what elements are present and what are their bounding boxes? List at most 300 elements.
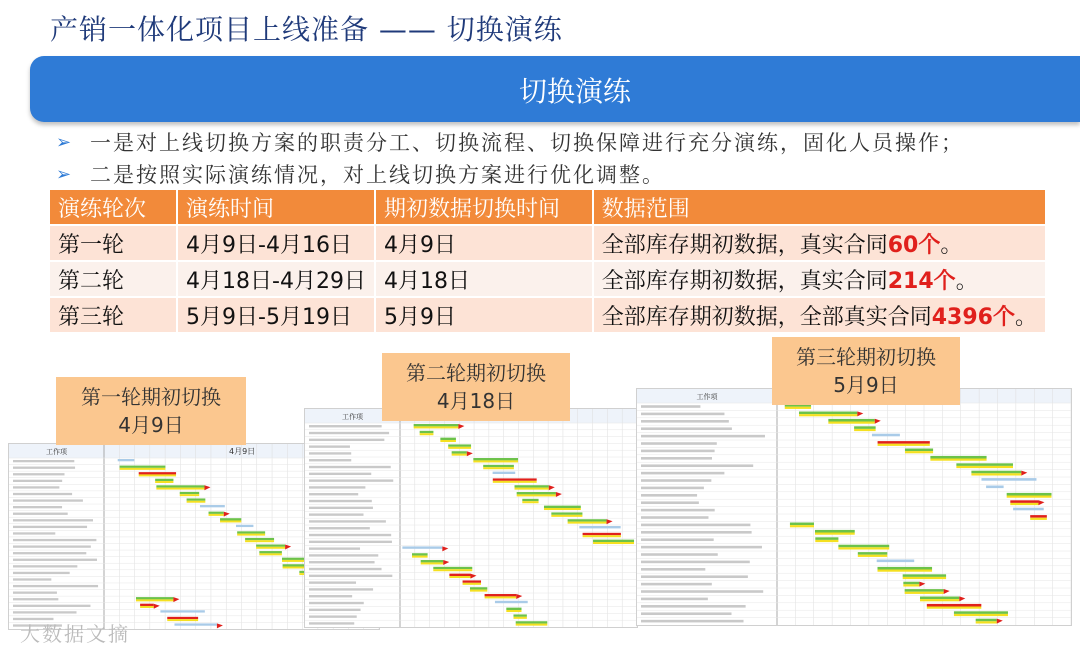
scope-end: 。	[1014, 304, 1037, 330]
gantt-bar	[209, 512, 224, 514]
task-name-placeholder	[641, 405, 700, 408]
gantt-screenshot-round-3	[636, 388, 1072, 626]
task-name-placeholder	[13, 598, 58, 600]
milestone-flag-icon	[516, 594, 522, 599]
task-name-placeholder	[641, 553, 718, 556]
section-banner	[30, 56, 1080, 122]
gantt-bar	[237, 534, 265, 536]
gantt-header-text: 工作项	[342, 413, 363, 421]
task-name-placeholder	[13, 605, 90, 607]
gantt-bar	[828, 419, 874, 422]
task-name-placeholder	[309, 575, 392, 577]
task-name-placeholder	[641, 464, 753, 467]
task-name-placeholder	[13, 486, 59, 488]
gantt-bar	[156, 485, 204, 487]
gantt-bar	[790, 523, 814, 526]
task-name-placeholder	[309, 609, 361, 611]
gantt-bar	[167, 619, 198, 621]
gantt-bar	[878, 570, 933, 572]
task-name-placeholder	[309, 459, 351, 461]
gantt-bar	[593, 542, 634, 544]
milestone-flag-icon	[471, 574, 477, 579]
scope-end: 。	[940, 232, 963, 258]
gantt-bar	[517, 494, 556, 496]
task-name-placeholder	[13, 513, 68, 515]
task-name-placeholder	[309, 479, 393, 481]
gantt-bar	[920, 599, 959, 601]
task-name-placeholder	[13, 592, 57, 594]
gantt-bar	[956, 463, 1013, 466]
milestone-flag-icon	[173, 597, 179, 602]
gantt-bar	[470, 587, 487, 589]
gantt-bar	[515, 488, 549, 490]
gantt-bar	[785, 407, 811, 409]
gantt-bar	[180, 494, 199, 496]
scope-text: 全部库存期初数据，真实合同	[601, 268, 888, 294]
label-title: 第一轮期初切换	[81, 385, 221, 409]
gantt-bar	[583, 533, 621, 535]
task-name-placeholder	[641, 450, 715, 453]
gantt-bar	[237, 531, 265, 533]
task-name-placeholder	[13, 552, 86, 554]
gantt-bar	[516, 621, 548, 623]
gantt-bar	[971, 471, 1021, 474]
gantt-bar	[593, 540, 634, 542]
round-2-label	[382, 353, 570, 421]
task-name-placeholder	[309, 534, 391, 536]
cell-period: 5月9日-5月19日	[177, 297, 375, 332]
gantt-bar	[799, 414, 857, 416]
contract-count: 60个	[887, 232, 941, 258]
gantt-bar	[483, 467, 514, 469]
gantt-bar	[1013, 508, 1044, 511]
gantt-bar	[920, 597, 959, 600]
label-title: 第三轮期初切换	[796, 345, 936, 369]
gantt-bar	[1007, 496, 1052, 498]
label-date: 5月9日	[833, 373, 899, 397]
task-name-placeholder	[13, 572, 70, 574]
gantt-bar	[440, 440, 456, 442]
task-name-placeholder	[641, 427, 732, 430]
gantt-bar	[905, 592, 944, 594]
task-name-placeholder	[641, 420, 729, 423]
gantt-bar	[493, 478, 537, 480]
gantt-bar	[495, 601, 528, 603]
task-name-placeholder	[309, 513, 364, 515]
gantt-bar	[463, 583, 481, 585]
col-header-switch-time: 期初数据切换时间	[375, 190, 593, 225]
gantt-bar	[180, 492, 199, 494]
gantt-bar	[187, 501, 206, 503]
task-name-placeholder	[641, 413, 724, 416]
task-name-placeholder	[641, 457, 712, 460]
milestone-flag-icon	[217, 623, 223, 628]
task-name-placeholder	[13, 519, 93, 521]
gantt-bar	[485, 594, 517, 596]
task-name-placeholder	[641, 531, 752, 534]
gantt-bar	[930, 459, 986, 461]
task-name-placeholder	[13, 578, 51, 580]
gantt-date-caption: 4月9日	[229, 447, 256, 456]
gantt-bar	[815, 533, 855, 535]
gantt-bar	[544, 508, 581, 510]
gantt-chart-image	[637, 389, 1071, 625]
gantt-bar	[140, 606, 154, 608]
task-name-placeholder	[309, 500, 372, 502]
gantt-bar	[136, 597, 173, 599]
arrow-right-icon: ➢	[56, 163, 74, 185]
gantt-bar	[903, 577, 946, 579]
gantt-bar	[878, 441, 930, 444]
gantt-bar	[139, 474, 176, 476]
gantt-bar	[412, 556, 428, 558]
task-name-placeholder	[641, 494, 697, 497]
milestone-flag-icon	[875, 419, 881, 424]
gantt-bar	[256, 544, 285, 546]
gantt-bar	[954, 614, 1008, 616]
task-name-placeholder	[309, 466, 391, 468]
task-name-placeholder	[641, 501, 699, 504]
task-name-placeholder	[309, 568, 382, 570]
task-name-placeholder	[309, 547, 360, 549]
task-name-placeholder	[13, 565, 77, 567]
gantt-bar	[414, 426, 459, 428]
gantt-bar	[971, 473, 1021, 475]
gantt-bar	[236, 525, 253, 527]
task-name-placeholder	[309, 486, 365, 488]
gantt-bar	[118, 459, 135, 461]
task-name-placeholder	[641, 487, 704, 490]
gantt-bar	[954, 611, 1008, 614]
cell-switch: 4月18日	[375, 261, 593, 297]
gantt-bar	[493, 472, 516, 474]
gantt-bar	[420, 431, 434, 433]
gantt-bar	[448, 444, 471, 446]
banner-title: 切换演练	[518, 75, 631, 108]
task-name-placeholder	[309, 527, 370, 529]
gantt-bar	[120, 466, 166, 468]
task-name-placeholder	[13, 611, 77, 613]
label-date: 4月9日	[118, 413, 184, 437]
gantt-bar	[799, 412, 857, 415]
milestone-flag-icon	[467, 451, 473, 456]
milestone-flag-icon	[1038, 500, 1044, 505]
task-name-placeholder	[641, 442, 717, 445]
gantt-bar	[815, 540, 838, 542]
cell-round: 第三轮	[50, 297, 177, 332]
milestone-flag-icon	[607, 519, 613, 524]
bullet-text: 一是对上线切换方案的职责分工、切换流程、切换保障进行充分演练，固化人员操作；	[90, 131, 964, 155]
cell-scope	[593, 261, 1046, 297]
milestone-flag-icon	[458, 424, 464, 429]
watermark: 大数据文摘	[20, 622, 130, 646]
gantt-bar	[517, 492, 556, 494]
round-3-label	[772, 337, 960, 405]
gantt-bar	[156, 488, 204, 490]
task-name-placeholder	[309, 588, 373, 590]
gantt-bar	[245, 540, 274, 542]
gantt-bar	[878, 567, 933, 570]
gantt-bar	[838, 545, 889, 548]
arrow-right-icon: ➢	[56, 131, 74, 153]
gantt-bar	[1030, 518, 1047, 520]
gantt-bar	[579, 526, 620, 528]
gantt-bar	[976, 621, 997, 623]
col-header-scope: 数据范围	[593, 190, 1046, 225]
gantt-bar	[568, 522, 607, 524]
gantt-bar	[440, 438, 456, 440]
task-name-placeholder	[309, 561, 375, 563]
task-name-placeholder	[13, 585, 98, 587]
task-name-placeholder	[309, 432, 389, 434]
gantt-bar	[877, 560, 914, 563]
gantt-bar	[421, 562, 444, 564]
gantt-bar	[174, 623, 216, 625]
gantt-bar	[155, 479, 173, 481]
bullet-item	[56, 126, 1066, 158]
task-name-placeholder	[309, 595, 352, 597]
gantt-bar	[1010, 503, 1038, 505]
cell-round: 第二轮	[50, 261, 177, 297]
gantt-bar	[854, 426, 876, 429]
task-name-placeholder	[309, 615, 357, 617]
gantt-bar	[448, 447, 471, 449]
label-date: 4月18日	[436, 389, 516, 413]
gantt-screenshot-round-2	[304, 408, 638, 628]
task-name-placeholder	[309, 493, 358, 495]
round-1-label	[56, 377, 246, 445]
task-name-placeholder	[309, 622, 354, 624]
gantt-bar	[473, 460, 518, 462]
milestone-flag-icon	[285, 545, 291, 550]
gantt-bar	[878, 444, 930, 446]
task-name-placeholder	[13, 493, 72, 495]
gantt-bar	[815, 537, 838, 540]
gantt-bar	[1007, 493, 1052, 496]
contract-count: 4396个	[931, 304, 1015, 330]
page-title: 产销一体化项目上线准备 —— 切换演练	[50, 13, 563, 46]
gantt-bar	[513, 617, 526, 619]
gantt-bar	[136, 599, 173, 601]
label-title: 第二轮期初切换	[406, 361, 546, 385]
task-name-placeholder	[309, 581, 356, 583]
task-name-placeholder	[13, 480, 62, 482]
milestone-flag-icon	[224, 512, 230, 517]
gantt-bar	[1030, 515, 1047, 518]
gantt-bar	[245, 538, 274, 540]
gantt-header-text: 工作项	[696, 393, 718, 401]
task-name-placeholder	[309, 439, 384, 441]
cell-switch: 4月9日	[375, 225, 593, 261]
gantt-bar	[976, 619, 997, 622]
task-name-placeholder	[641, 620, 744, 623]
task-name-placeholder	[13, 473, 65, 475]
cell-round: 第一轮	[50, 225, 177, 261]
task-name-placeholder	[641, 435, 765, 438]
task-name-placeholder	[309, 507, 373, 509]
gantt-bar	[828, 422, 874, 424]
task-name-placeholder	[309, 425, 382, 427]
task-name-placeholder	[13, 545, 91, 547]
task-name-placeholder	[641, 472, 724, 475]
gantt-bar	[259, 551, 282, 553]
gantt-bar	[470, 590, 487, 592]
gantt-bar	[200, 505, 225, 507]
bullet-item	[56, 158, 1066, 190]
gantt-bar	[568, 519, 607, 521]
task-name-placeholder	[641, 524, 750, 527]
bullet-list	[56, 126, 1066, 190]
task-name-placeholder	[13, 559, 97, 561]
gantt-bar	[905, 449, 933, 452]
task-name-placeholder	[641, 479, 711, 482]
gantt-bar	[858, 552, 887, 555]
task-name-placeholder	[641, 598, 708, 601]
gantt-bar	[551, 512, 582, 514]
task-name-placeholder	[13, 460, 74, 462]
task-name-placeholder	[641, 575, 748, 578]
cell-period: 4月18日-4月29日	[177, 261, 375, 297]
gantt-bar	[903, 584, 919, 586]
milestone-flag-icon	[154, 604, 160, 609]
col-header-round: 演练轮次	[50, 190, 177, 225]
task-name-placeholder	[641, 590, 763, 593]
gantt-bar	[220, 518, 241, 520]
gantt-bar	[463, 580, 481, 582]
scope-end: 。	[955, 268, 978, 294]
task-name-placeholder	[309, 520, 386, 522]
gantt-bar	[421, 560, 444, 562]
gantt-bar	[927, 604, 981, 607]
gantt-bar	[815, 530, 855, 533]
gantt-bar	[930, 456, 986, 459]
gantt-bar	[956, 466, 1013, 468]
task-name-placeholder	[641, 568, 705, 571]
bullet-text: 二是按照实际演练情况，对上线切换方案进行优化调整。	[90, 163, 665, 187]
gantt-bar	[209, 514, 224, 516]
gantt-bar	[485, 596, 517, 598]
gantt-bar	[449, 576, 470, 578]
table-header-row	[50, 190, 1046, 225]
task-name-placeholder	[641, 546, 762, 549]
task-name-placeholder	[309, 541, 392, 543]
milestone-flag-icon	[204, 485, 210, 490]
gantt-bar	[522, 499, 538, 501]
task-name-placeholder	[13, 467, 75, 469]
milestone-flag-icon	[857, 411, 863, 416]
gantt-bar	[414, 424, 459, 426]
task-name-placeholder	[641, 612, 732, 615]
gantt-bar	[412, 553, 428, 555]
col-header-period: 演练时间	[177, 190, 375, 225]
gantt-bar	[452, 454, 467, 456]
gantt-bar	[506, 608, 521, 610]
cell-scope	[593, 225, 1046, 261]
milestone-flag-icon	[442, 546, 448, 551]
milestone-flag-icon	[556, 492, 562, 497]
task-name-placeholder	[641, 509, 715, 512]
gantt-bar	[583, 535, 621, 537]
task-name-placeholder	[641, 538, 714, 541]
gantt-header-text: 工作项	[46, 448, 67, 456]
gantt-bar	[420, 433, 434, 435]
milestone-flag-icon	[1021, 471, 1027, 476]
milestone-flag-icon	[959, 596, 965, 601]
gantt-bar	[120, 468, 166, 470]
gantt-bar	[155, 481, 173, 483]
task-name-placeholder	[641, 583, 712, 586]
milestone-flag-icon	[549, 485, 555, 490]
gantt-bar	[854, 429, 876, 431]
task-name-placeholder	[309, 452, 351, 454]
task-name-placeholder	[641, 561, 750, 564]
contract-count: 214个	[887, 268, 956, 294]
gantt-bar	[903, 574, 946, 577]
gantt-bar	[506, 610, 521, 612]
gantt-bar	[872, 434, 900, 437]
gantt-bar	[187, 498, 206, 500]
gantt-bar	[905, 589, 944, 592]
table-row	[50, 297, 1046, 332]
gantt-bar	[986, 486, 1004, 489]
task-name-placeholder	[641, 605, 746, 608]
gantt-bar	[167, 617, 198, 619]
task-name-placeholder	[641, 516, 708, 519]
gantt-bar	[139, 472, 176, 474]
table-row	[50, 261, 1046, 297]
milestone-flag-icon	[443, 560, 449, 565]
gantt-bar	[905, 451, 933, 453]
gantt-bar	[220, 520, 241, 522]
task-name-placeholder	[13, 499, 83, 501]
milestone-flag-icon	[919, 582, 925, 587]
gantt-bar	[473, 458, 518, 460]
task-name-placeholder	[13, 526, 87, 528]
gantt-bar	[1010, 500, 1038, 503]
milestone-flag-icon	[944, 589, 950, 594]
gantt-bar	[433, 567, 472, 569]
gantt-bar	[513, 614, 526, 616]
cell-scope	[593, 297, 1046, 332]
gantt-bar	[256, 547, 285, 549]
gantt-bar	[516, 624, 548, 626]
scope-text: 全部库存期初数据，全部真实合同	[601, 304, 932, 330]
gantt-bar	[402, 546, 442, 548]
task-name-placeholder	[309, 602, 364, 604]
gantt-bar	[551, 515, 582, 517]
gantt-bar	[433, 569, 472, 571]
cell-switch: 5月9日	[375, 297, 593, 332]
scope-text: 全部库存期初数据，真实合同	[601, 232, 888, 258]
gantt-bar	[981, 478, 1036, 481]
task-name-placeholder	[309, 445, 350, 447]
cell-period: 4月9日-4月16日	[177, 225, 375, 261]
milestone-flag-icon	[997, 619, 1003, 624]
gantt-bar	[449, 574, 470, 576]
gantt-bar	[483, 465, 514, 467]
gantt-chart-image	[305, 409, 637, 627]
task-name-placeholder	[13, 506, 62, 508]
table-row	[50, 225, 1046, 261]
gantt-bar	[858, 555, 887, 557]
gantt-bar	[927, 607, 981, 609]
gantt-bar	[790, 525, 814, 527]
task-name-placeholder	[13, 539, 96, 541]
task-name-placeholder	[309, 473, 371, 475]
gantt-bar	[515, 485, 549, 487]
gantt-bar	[259, 553, 282, 555]
gantt-bar	[493, 481, 537, 483]
